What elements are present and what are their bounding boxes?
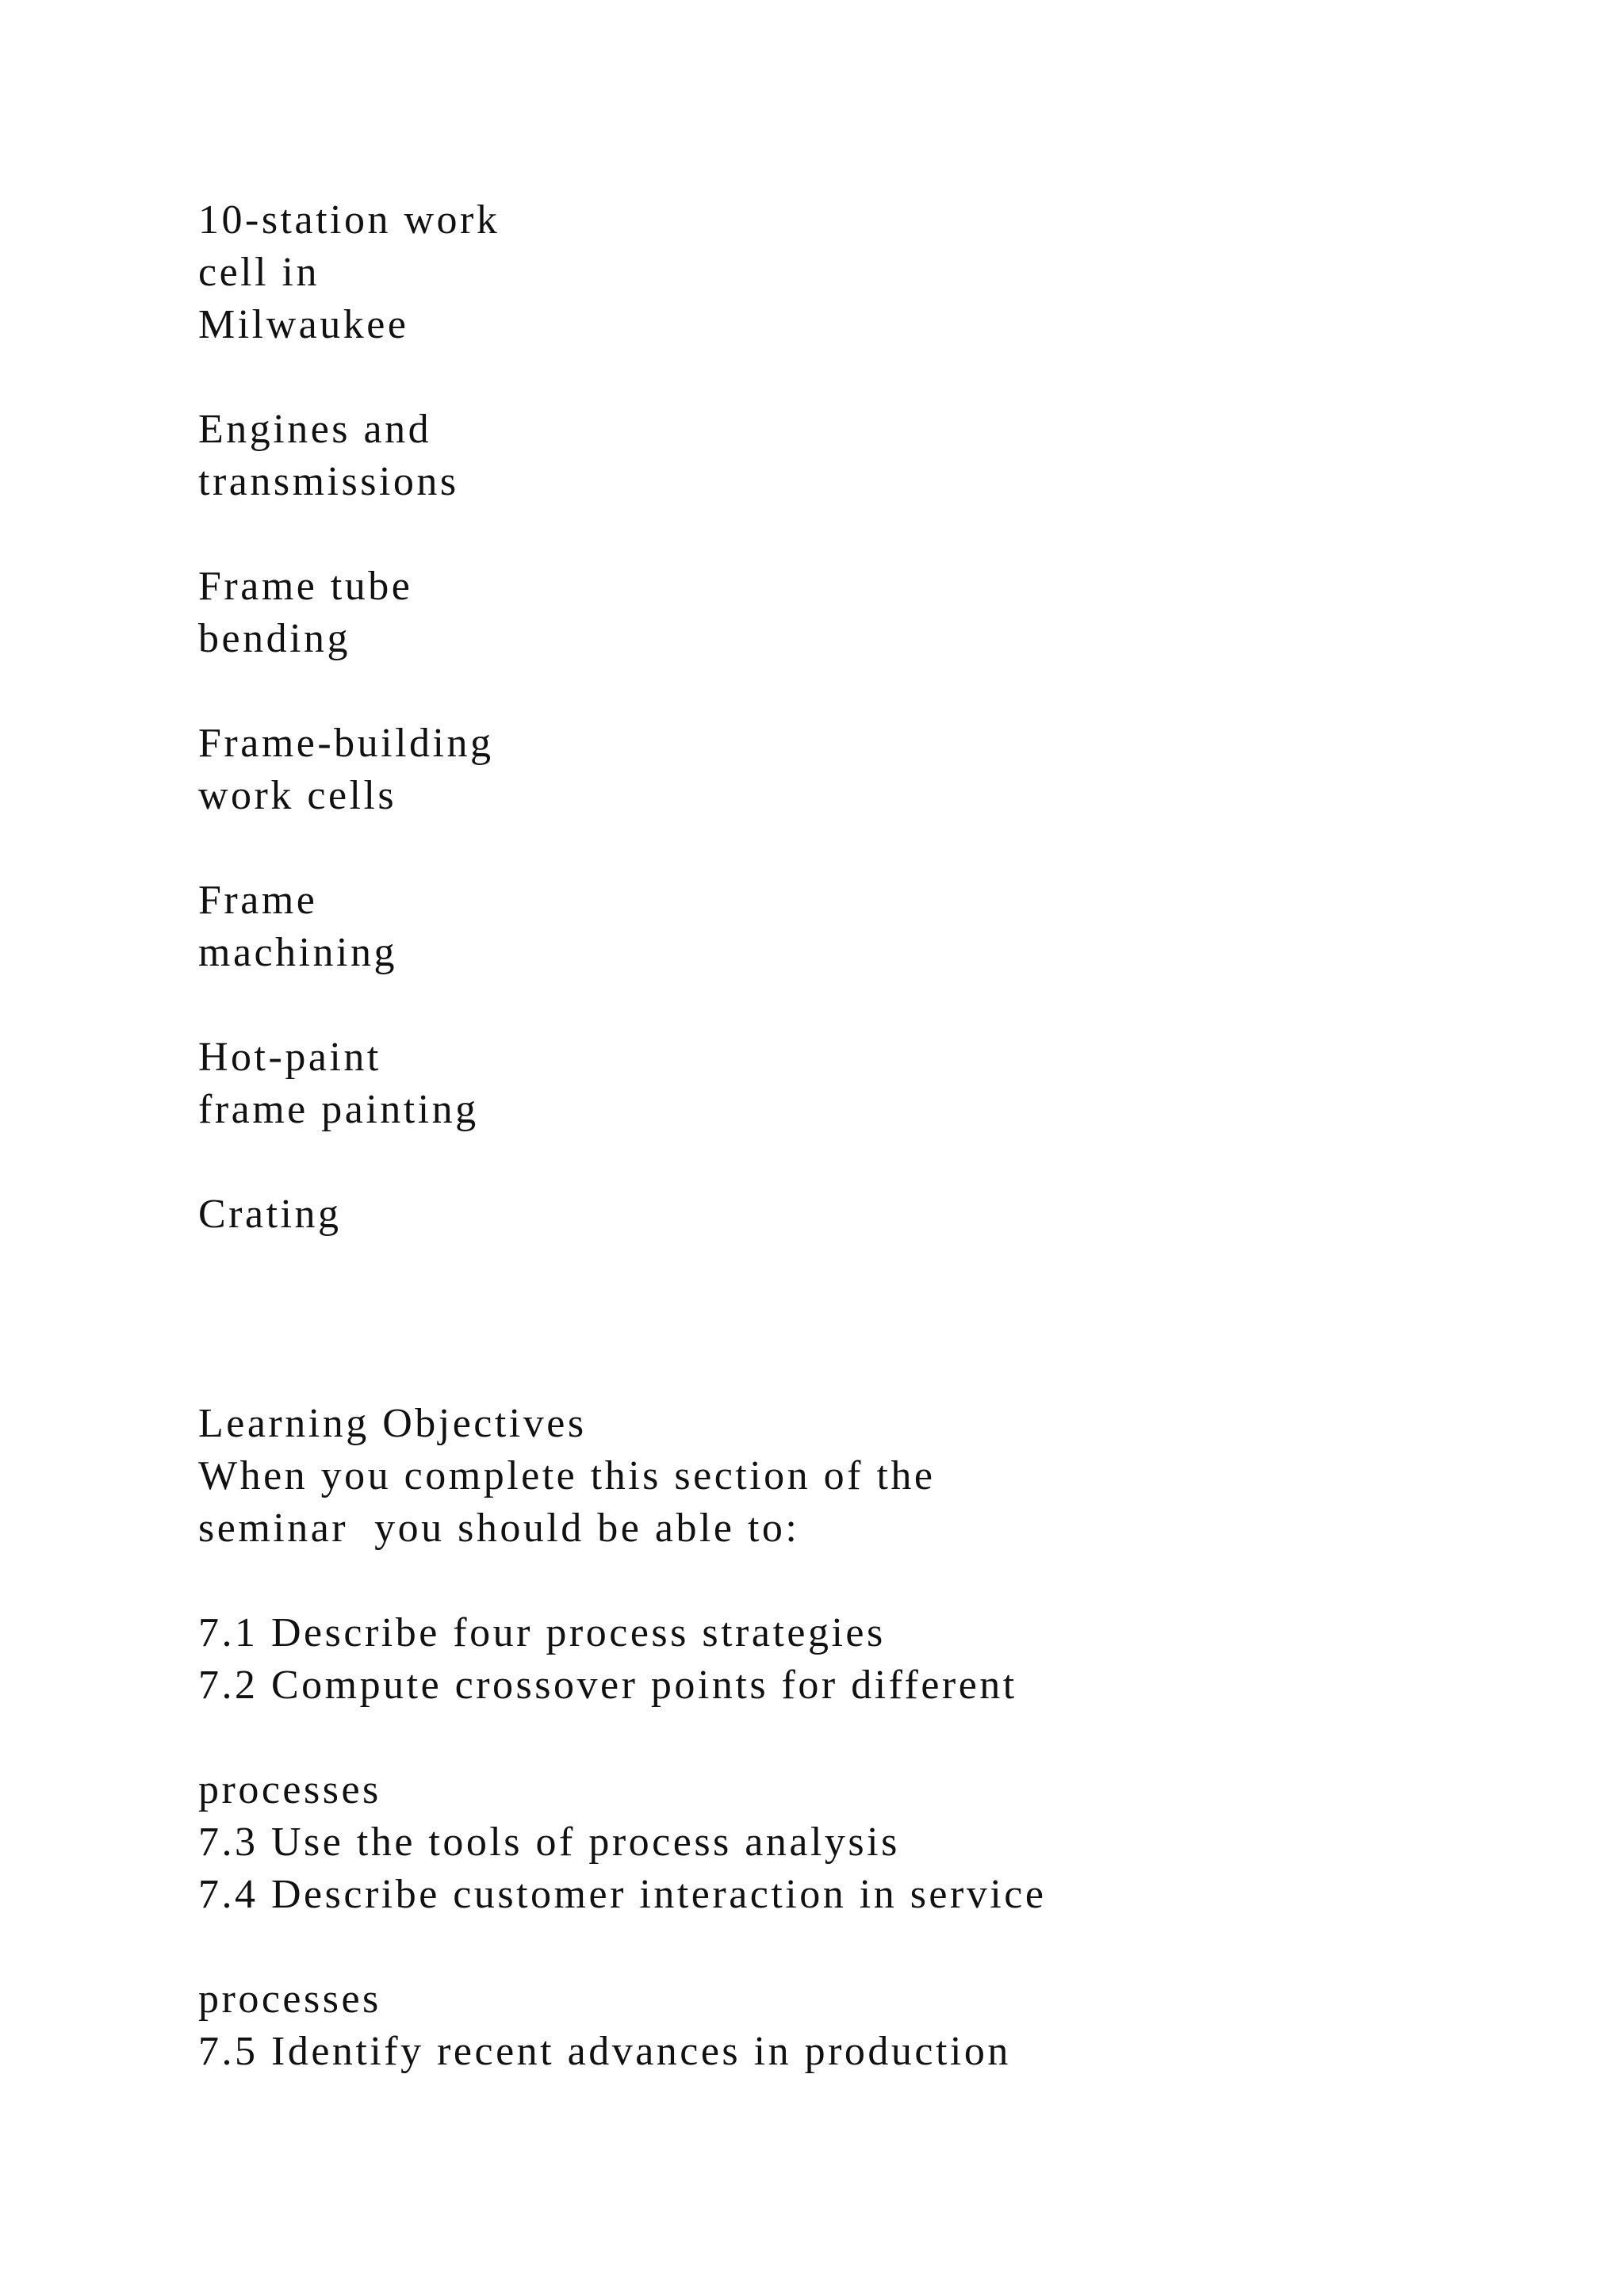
objective-item-continuation: processes <box>198 1767 381 1812</box>
stage-line: transmissions <box>198 459 459 504</box>
objectives-intro: seminar you should be able to: <box>198 1506 800 1551</box>
document-text <box>198 194 1546 2078</box>
stage-line: cell in <box>198 250 320 295</box>
learning-objectives <box>198 1398 1546 2078</box>
stage-line: Hot-paint <box>198 1035 381 1080</box>
objective-item: 7.3 Use the tools of process analysis <box>198 1820 900 1865</box>
stage-line: work cells <box>198 773 397 818</box>
stage-line: frame painting <box>198 1087 479 1132</box>
stage-item <box>198 561 1546 665</box>
objective-item: 7.2 Compute crossover points for different <box>198 1663 1017 1708</box>
stage-line: Frame <box>198 878 318 923</box>
stage-item <box>198 718 1546 822</box>
stage-line: machining <box>198 930 398 975</box>
stage-line: bending <box>198 616 351 661</box>
stage-item <box>198 194 1546 351</box>
stage-line: 10-station work <box>198 197 500 243</box>
objectives-intro: When you complete this section of the <box>198 1453 936 1498</box>
stage-line: Crating <box>198 1192 342 1237</box>
stage-item <box>198 1188 1546 1241</box>
stage-item <box>198 1031 1546 1136</box>
objective-item: 7.1 Describe four process strategies <box>198 1610 886 1655</box>
stage-line: Frame-building <box>198 721 494 766</box>
objective-item-continuation: processes <box>198 1976 381 2022</box>
stage-item <box>198 404 1546 508</box>
objective-item: 7.4 Describe customer interaction in service <box>198 1872 1047 1917</box>
stage-line: Frame tube <box>198 564 413 609</box>
stage-line: Engines and <box>198 407 432 452</box>
objectives-heading: Learning Objectives <box>198 1401 587 1446</box>
stage-item <box>198 874 1546 979</box>
objective-item: 7.5 Identify recent advances in production <box>198 2029 1011 2074</box>
stage-list <box>198 194 1546 1241</box>
stage-line: Milwaukee <box>198 302 409 347</box>
